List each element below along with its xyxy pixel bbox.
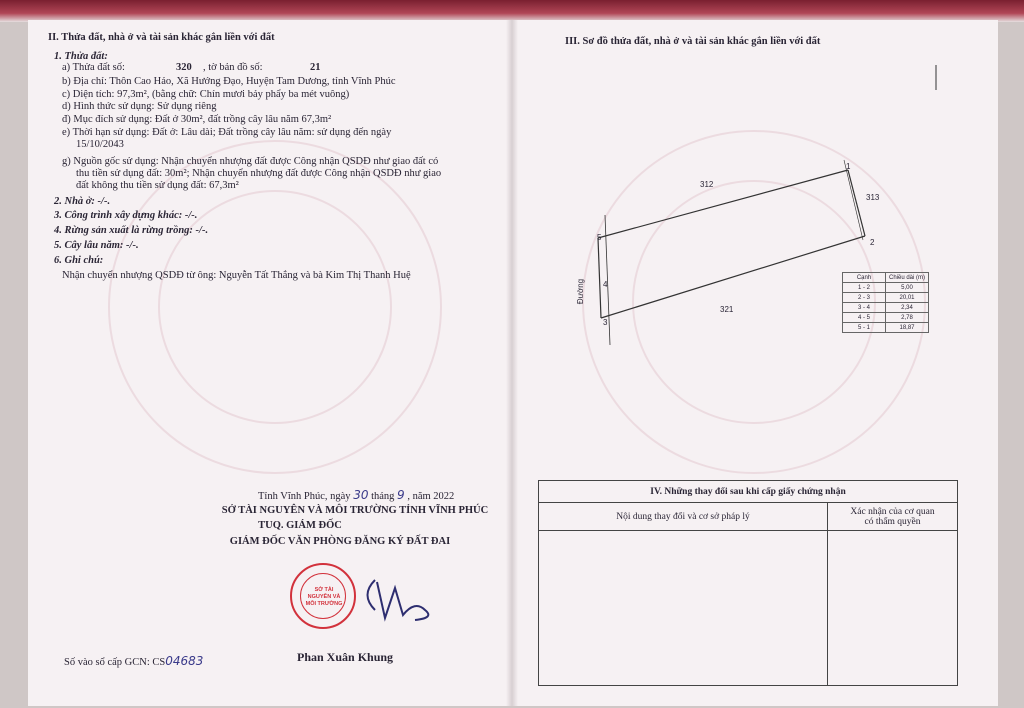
parcel-313-label: 313 <box>866 193 880 202</box>
segment-name: 5 - 1 <box>843 323 886 333</box>
usage-form-line: d) Hình thức sử dụng: Sử dụng riêng <box>62 101 217 112</box>
perennial-item: 5. Cây lâu năm: -/-. <box>54 240 139 251</box>
section-iii-title: III. Sơ đồ thửa đất, nhà ở và tài sản khác gắn liền với đất <box>565 36 821 47</box>
area-line: c) Diện tích: 97,3m², (bằng chữ: Chín mươi bảy phẩy ba mét vuông) <box>62 89 350 100</box>
changes-title-row <box>539 481 958 503</box>
date-day: 30 <box>353 488 369 502</box>
issuing-org: SỞ TÀI NGUYÊN VÀ MÔI TRƯỜNG TỈNH VĨNH PHÚC <box>221 505 489 516</box>
table-row <box>843 303 929 313</box>
point-3-label: 3 <box>603 318 608 327</box>
table-header-cell: Cạnh <box>843 273 886 283</box>
parcel-313-edge <box>844 160 863 240</box>
changes-header-row <box>539 503 958 531</box>
segment-name: 2 - 3 <box>843 293 886 303</box>
segment-length-table <box>842 272 929 333</box>
parcel-321-label: 321 <box>720 305 734 314</box>
point-1-label: 1 <box>846 162 851 171</box>
segment-length: 18,87 <box>886 323 929 333</box>
authority-confirmation-cell <box>828 531 958 686</box>
notes-title: 6. Ghi chú: <box>54 255 104 266</box>
table-row <box>843 283 929 293</box>
stamp-text: SỞ TÀI NGUYÊN VÀ MÔI TRƯỜNG <box>305 587 343 607</box>
date-month: 9 <box>397 488 405 502</box>
segment-length: 2,78 <box>886 313 929 323</box>
edge-3-5 <box>598 238 601 318</box>
origin-line-1: g) Nguồn gốc sử dụng: Nhận chuyển nhượng đất được Công nhận QSDĐ như giao đất có <box>62 156 439 167</box>
point-2-label: 2 <box>870 238 875 247</box>
cover-band <box>0 0 1024 22</box>
issue-date <box>258 490 454 502</box>
road-label: Đường <box>576 278 586 305</box>
changes-empty-row <box>539 531 958 686</box>
section-ii-title: II. Thửa đất, nhà ở và tài sản khác gắn liền với đất <box>48 32 275 43</box>
segment-length: 20,01 <box>886 293 929 303</box>
authority-header-line-1: Xác nhận của cơ quan <box>850 506 935 517</box>
authority-confirmation-header <box>828 503 958 531</box>
authority-header-line-2: có thẩm quyền <box>864 516 921 527</box>
registration-label: Số vào sổ cấp GCN: CS <box>64 657 166 668</box>
signature-scribble <box>355 570 445 630</box>
parcel-312-label: 312 <box>700 180 714 189</box>
segment-length: 5,00 <box>886 283 929 293</box>
office-title: GIÁM ĐỐC VĂN PHÒNG ĐĂNG KÝ ĐẤT ĐAI <box>229 536 451 547</box>
registration-value: 04683 <box>165 654 204 668</box>
point-5-label: 5 <box>597 233 602 242</box>
usage-term-date: 15/10/2043 <box>76 139 124 150</box>
parcel-number-label: a) Thửa đất số: <box>62 62 125 73</box>
address-line: b) Địa chỉ: Thôn Cao Hảo, Xã Hướng Đạo, Huyện Tam Dương, tỉnh Vĩnh Phúc <box>62 76 396 87</box>
table-header-cell: Chiều dài (m) <box>886 273 929 283</box>
table-row <box>843 313 929 323</box>
map-sheet-value: 21 <box>310 62 321 73</box>
construction-item: 3. Công trình xây dựng khác: -/-. <box>54 210 198 221</box>
section-iv-title: IV. Những thay đổi sau khi cấp giấy chứng nhận <box>539 481 958 503</box>
forest-item: 4. Rừng sản xuất là rừng trồng: -/-. <box>54 225 209 236</box>
segment-length: 2,34 <box>886 303 929 313</box>
segment-name: 3 - 4 <box>843 303 886 313</box>
change-content-cell <box>539 531 828 686</box>
parcel-number-value: 320 <box>176 62 192 73</box>
origin-line-2: thu tiền sử dụng đất: 30m²; Nhận chuyển nhượng đất được Công nhận QSDĐ như giao <box>76 168 442 179</box>
change-content-header: Nội dung thay đổi và cơ sở pháp lý <box>539 503 828 531</box>
authorization-title: TUQ. GIÁM ĐỐC <box>258 520 342 531</box>
signer-name: Phan Xuân Khung <box>297 650 394 664</box>
date-prefix: Tỉnh Vĩnh Phúc, ngày <box>258 491 351 502</box>
page-fold <box>506 20 518 706</box>
changes-table <box>538 480 958 686</box>
table-row <box>843 323 929 333</box>
segment-name: 4 - 5 <box>843 313 886 323</box>
origin-line-3: đất không thu tiền sử dụng đất: 67,3m² <box>76 180 239 191</box>
edge-5-1 <box>598 170 848 238</box>
segment-name: 1 - 2 <box>843 283 886 293</box>
usage-term-line: e) Thời hạn sử dụng: Đất ở: Lâu dài; Đất trồng cây lâu năm: sử dụng đến ngày <box>62 127 392 138</box>
official-red-stamp <box>290 563 356 629</box>
usage-purpose-line: đ) Mục đích sử dụng: Đất ở 30m², đất trồng cây lâu năm 67,3m² <box>62 114 332 125</box>
house-item: 2. Nhà ở: -/-. <box>54 196 111 207</box>
table-row <box>843 293 929 303</box>
item1-title: 1. Thửa đất: <box>54 51 108 62</box>
table-header-row <box>843 273 929 283</box>
registration-number <box>64 656 203 668</box>
edge-1-2 <box>848 170 865 236</box>
date-month-label: tháng <box>371 491 395 502</box>
notes-text: Nhận chuyển nhượng QSDĐ từ ông: Nguyễn Tất Thắng và bà Kim Thị Thanh Huệ <box>62 270 411 281</box>
map-sheet-label: , tờ bản đồ số: <box>203 62 263 73</box>
date-year: , năm 2022 <box>407 491 455 502</box>
point-4-label: 4 <box>603 280 608 289</box>
